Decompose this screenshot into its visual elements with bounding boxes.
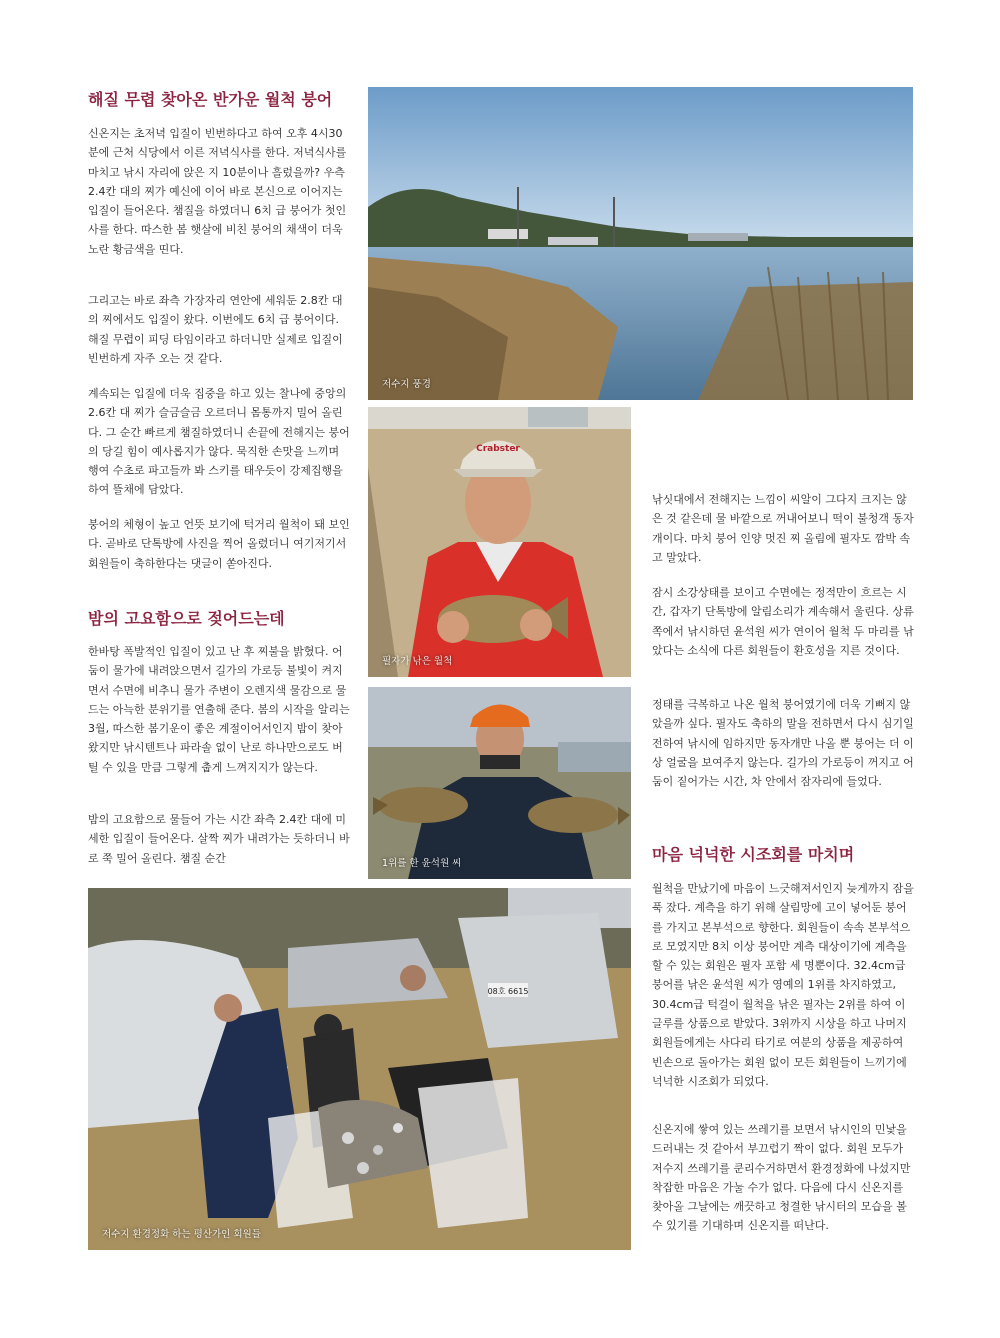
paragraph-1: 신온지는 초저녁 입질이 빈번하다고 하여 오후 4시30분에 근처 식당에서 이른 저녁식사를 한다. 저녁식사를 마치고 낚시 자리에 앉은 지 10분이나 흘렀을까? 우측 2.4칸 대의 찌가 예신에 이어 바로 본신으로 이어지는 입질이 들어온다. 챔질을 하였더니 6치 급 붕어가 첫인사를 한다. 따스한 봄 햇살에 비친 붕어의 채색이 더욱 노란 황금색을 띤다. — [88, 127, 347, 256]
cap-logo: Crabster — [476, 444, 520, 454]
photo-caption: 필자가 낚은 월척 — [382, 656, 453, 667]
cleanup-photo — [88, 888, 631, 1250]
group-photo-icon — [88, 888, 631, 1250]
paragraph-3: 계속되는 입질에 더욱 집중을 하고 있는 찰나에 중앙의 2.6칸 대 찌가 슬금슬금 오르더니 몸통까지 밀어 올린다. 그 순간 빠르게 챔질하였더니 손끝에 전해지는 붕어의 당길 힘이 예사롭지가 않다. 묵직한 손맛을 느끼며 행여 수초로 파고들까 봐 스키를 태우듯이 강제집행을 하여 뜰채에 담았다. — [88, 387, 350, 497]
section-heading-1: 해질 무렵 찾아온 반가운 월척 붕어 — [88, 90, 333, 109]
photo-caption: 1위를 한 윤석원 씨 — [382, 858, 462, 869]
paragraph-4: 붕어의 체형이 높고 언뜻 보기에 턱거리 월척이 돼 보인다. 곧바로 단톡방에 사진을 찍어 올렸더니 여기저기서 회원들이 축하한다는 댓글이 쏟아진다. — [88, 518, 350, 570]
paragraph-10: 월척을 만났기에 마음이 느긋해져서인지 늦게까지 잠을 푹 잤다. 계측을 하기 위해 살림망에 고이 넣어둔 붕어를 가지고 본부석으로 향한다. 회원들이 속속 본부석으로 모였지만 8치 이상 붕어만 계측 대상이기에 계측을 할 수 있는 회원은 필자 포함 세 명뿐이다. 32.4cm급 붕어를 낚은 윤석원 씨가 영예의 1위를 차지하였고, 30.4cm급 턱걸이 월척을 낚은 필자는 2위를 하여 이글루를 상품으로 받았다. 3위까지 시상을 하고 나머지 회원들에게는 사다리 타기로 여분의 상품을 제공하여 빈손으로 돌아가는 회원 없이 모든 회원들이 느끼기에 넉넉한 시조회가 되었다. — [652, 882, 914, 1088]
paragraph-5: 한바탕 폭발적인 입질이 있고 난 후 찌불을 밝혔다. 어둠이 물가에 내려앉으면서 길가의 가로등 불빛이 켜지면서 수면에 비추니 물가 주변이 오렌지색 물감으로 물드는 아늑한 분위기를 연출해 준다. 봄의 시작을 알리는 3월, 따스한 봄기운이 좋은 계절이어서인지 밤이 찾아왔지만 낚시텐트나 파라솔 없이 난로 하나만으로도 버틸 수 있을 만큼 그렇게 춥게 느껴지지가 않는다. — [88, 645, 350, 774]
paragraph-8: 잠시 소강상태를 보이고 수면에는 정적만이 흐르는 시간, 갑자기 단톡방에 알림소리가 계속해서 울린다. 상류 쪽에서 낚시하던 윤석원 씨가 연이어 월척 두 마리를 낚았다는 소식에 다른 회원들이 환호성을 지른 것이다. — [652, 586, 914, 657]
section-heading-3: 마음 넉넉한 시조회를 마치며 — [652, 845, 855, 864]
reservoir-photo — [368, 87, 913, 400]
paragraph-6: 밤의 고요함으로 물들어 가는 시간 좌측 2.4칸 대에 미세한 입질이 들어온다. 살짝 찌가 내려가는 듯하더니 바로 쭉 밀어 올린다. 챔질 순간 — [88, 813, 350, 865]
paragraph-2: 그리고는 바로 좌측 가장자리 연안에 세워둔 2.8칸 대의 찌에서도 입질이 왔다. 이번에도 6치 급 붕어이다. 해질 무렵이 피딩 타임이라고 하더니만 실제로 입질이 빈번하게 자주 오는 것 같다. — [88, 294, 343, 365]
winner-fish-photo — [368, 687, 631, 879]
portrait-photo-icon — [368, 407, 631, 677]
author-fish-photo — [368, 407, 631, 677]
license-plate: 08호 6615 — [487, 987, 529, 996]
paragraph-11: 신온지에 쌓여 있는 쓰레기를 보면서 낚시인의 민낯을 드러내는 것 같아서 부끄럽기 짝이 없다. 회원 모두가 저수지 쓰레기를 쿤리수거하면서 환경정화에 나섰지만 착잡한 마음은 가눌 수가 없다. 다음에 다시 신온지를 찾아올 그날에는 깨끗하고 청결한 낚시터의 모습을 볼 수 있기를 기대하며 신온지를 떠난다. — [652, 1123, 911, 1233]
photo-caption: 저수지 환경정화 하는 평산가인 회원들 — [102, 1229, 261, 1240]
portrait-photo-icon — [368, 687, 631, 879]
landscape-photo-icon — [368, 87, 913, 400]
section-heading-2: 밤의 고요함으로 젖어드는데 — [88, 609, 285, 628]
photo-caption: 저수지 풍경 — [382, 379, 431, 390]
paragraph-9: 정태를 극복하고 나온 월척 붕어였기에 더욱 기뻐지 않았을까 싶다. 필자도 축하의 말을 전하면서 다시 심기일전하여 낚시에 임하지만 동자개만 나올 뿐 붕어는 더 이상 얼굴을 보여주지 않는다. 길가의 가로등이 꺼지고 어둠이 짙어가는 시간, 차 안에서 잠자리에 들었다. — [652, 698, 914, 789]
paragraph-7: 낚싯대에서 전해지는 느낌이 씨알이 그다지 크지는 않은 것 같은데 물 바깥으로 꺼내어보니 떡이 불청객 동자개이다. 마치 붕어 인양 멋진 찌 올림에 필자도 깜박 속고 말았다. — [652, 493, 914, 564]
